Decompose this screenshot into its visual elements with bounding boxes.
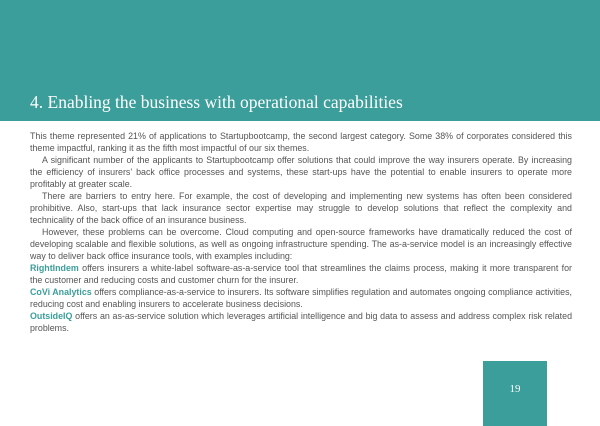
company-name: OutsideIQ <box>30 311 73 321</box>
example-item <box>30 286 572 310</box>
example-description: offers an as-as-service solution which leverages artificial intelligence and big data to assess and address complex risk related problems. <box>30 311 572 333</box>
company-name: CoVi Analytics <box>30 287 92 297</box>
example-description: offers insurers a white-label software-as-a-service tool that streamlines the claims process, making it more transparent for the customer and reducing costs and customer churn for the insurer. <box>30 263 572 285</box>
header-banner <box>0 0 600 121</box>
example-description: offers compliance-as-a-service to insurers. Its software simplifies regulation and automates ongoing compliance activities, reducing cost and enabling insurers to accelerate business decisions. <box>30 287 572 309</box>
example-item <box>30 262 572 286</box>
paragraph: However, these problems can be overcome. Cloud computing and open-source frameworks have dramatically reduced the cost of developing scalable and flexible solutions, as well as ongoing infrastructure spending. The as-a-service model is an increasingly effective way to deliver back office insurance tools, with examples including: <box>30 227 572 261</box>
paragraph: This theme represented 21% of applications to Startupbootcamp, the second largest category. Some 38% of corporates considered this theme impactful, ranking it as the fifth most impactful of our six themes. <box>30 131 572 153</box>
section-title: 4. Enabling the business with operational capabilities <box>30 92 403 112</box>
paragraph: A significant number of the applicants to Startupbootcamp offer solutions that could improve the way insurers operate. By increasing the efficiency of insurers’ back office processes and systems, these start-ups have the potential to enable insurers to operate more profitably at greater scale. <box>30 155 572 189</box>
body-text <box>30 130 572 334</box>
page-number-box <box>483 361 547 426</box>
page-number: 19 <box>509 383 521 395</box>
example-item <box>30 310 572 334</box>
paragraph: There are barriers to entry here. For example, the cost of developing and implementing new systems has often been considered prohibitive. Also, start-ups that lack insurance sector expertise may struggle to develop solutions that reflect the complexity and technicality of the back office of an insurance business. <box>30 191 572 225</box>
company-name: RightIndem <box>30 263 79 273</box>
